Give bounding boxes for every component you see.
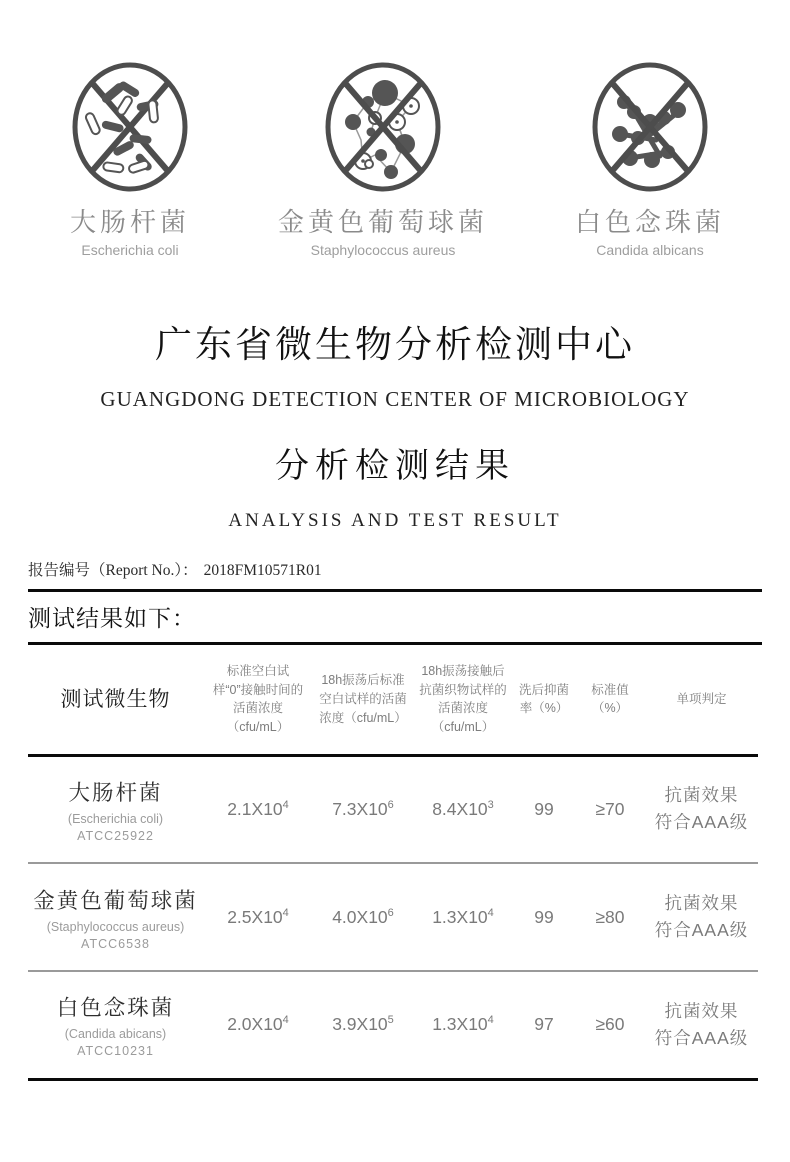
- conc-fabric-18h-cell: $1.3X10^4$: [432, 906, 494, 927]
- inhibition-rate-cell: 99: [534, 798, 554, 819]
- report-number-label: 报告编号（Report No.）：: [28, 562, 198, 579]
- organism-name-zh: 白色念珠菌: [56, 996, 175, 1021]
- organism-name-en: (Staphylococcus aureus): [46, 919, 185, 934]
- standard-value-cell: ≥70: [595, 798, 625, 819]
- verdict-cell: 抗菌效果 符合AAA级: [654, 892, 749, 940]
- organism-name-en: (Escherichia coli): [67, 811, 164, 826]
- verdict-cell: 抗菌效果 符合AAA级: [654, 1000, 749, 1048]
- section-title: 测试结果如下：: [28, 606, 196, 631]
- standard-value-cell: ≥80: [595, 906, 625, 927]
- inhibition-rate-cell: 97: [534, 1014, 554, 1035]
- col-header-conc-fabric-18h: 18h振荡接触后抗菌织物试样的活菌浓度（cfu/mL）: [419, 663, 507, 734]
- ecoli-prohibited-icon: [70, 60, 190, 194]
- col-header-inhibition-rate: 洗后抑菌率（%）: [518, 682, 569, 716]
- conc-fabric-18h-cell: $1.3X10^4$: [432, 1014, 494, 1035]
- org-title-en: GUANGDONG DETECTION CENTER OF MICROBIOLOGY: [100, 387, 690, 411]
- col-header-conc-blank-18h: 18h振荡后标准空白试样的活菌浓度（cfu/mL）: [319, 673, 407, 725]
- conc-fabric-18h-cell: $8.4X10^3$: [432, 798, 494, 819]
- inhibition-rate-cell: 99: [534, 906, 554, 927]
- organism-cell: [28, 971, 203, 1079]
- organism-strain: ATCC6538: [81, 936, 150, 951]
- candida-label-en: Candida albicans: [596, 242, 704, 258]
- organism-name-zh: 大肠杆菌: [68, 780, 163, 805]
- table-row: [28, 971, 758, 1079]
- table-row: [28, 863, 758, 971]
- conc-blank-18h-cell: $4.0X10^6$: [332, 906, 394, 927]
- col-header-organism: 测试微生物: [60, 686, 171, 711]
- table-row: [28, 755, 758, 863]
- organism-cell: [28, 863, 203, 971]
- candida-prohibited-icon: [590, 60, 710, 194]
- organism-name-en: (Candida abicans): [64, 1027, 167, 1042]
- microbe-icons-row: [0, 60, 790, 258]
- conc-zero-cell: $2.5X10^4$: [227, 906, 289, 927]
- divider-top: [28, 589, 762, 592]
- org-title-zh: 广东省微生物分析检测中心: [155, 325, 635, 366]
- staph-label-en: Staphylococcus aureus: [310, 242, 456, 258]
- organism-cell: [28, 755, 203, 863]
- results-table: [28, 645, 758, 1081]
- report-number-line: [28, 558, 762, 580]
- result-title-en: ANALYSIS AND TEST RESULT: [228, 510, 562, 531]
- verdict-cell: 抗菌效果 符合AAA级: [654, 785, 749, 833]
- ecoli-label-en: Escherichia coli: [81, 242, 179, 258]
- table-header-row: [28, 645, 758, 755]
- col-header-standard-value: 标准值（%）: [591, 682, 629, 716]
- candida-label-zh: 白色念珠菌: [574, 207, 725, 237]
- organism-name-zh: 金黄色葡萄球菌: [33, 888, 198, 913]
- ecoli-icon-block: [30, 60, 230, 258]
- staph-label-zh: 金黄色葡萄球菌: [277, 207, 488, 237]
- staph-prohibited-icon: [323, 60, 443, 194]
- conc-blank-18h-cell: $3.9X10^5$: [332, 1014, 394, 1035]
- conc-blank-18h-cell: $7.3X10^6$: [332, 798, 394, 819]
- organism-strain: ATCC25922: [77, 828, 154, 843]
- result-title-zh: 分析检测结果: [275, 448, 515, 485]
- standard-value-cell: ≥60: [595, 1014, 625, 1035]
- ecoli-label-zh: 大肠杆菌: [69, 207, 190, 237]
- col-header-verdict: 单项判定: [676, 691, 727, 706]
- organism-strain: ATCC10231: [77, 1044, 154, 1059]
- col-header-conc-zero: 标准空白试样“0”接触时间的活菌浓度（cfu/mL）: [212, 663, 304, 734]
- staph-icon-block: [258, 60, 508, 258]
- conc-zero-cell: $2.1X10^4$: [227, 798, 289, 819]
- candida-icon-block: [540, 60, 760, 258]
- conc-zero-cell: $2.0X10^4$: [227, 1014, 289, 1035]
- report-number-value: 2018FM10571R01: [203, 562, 322, 579]
